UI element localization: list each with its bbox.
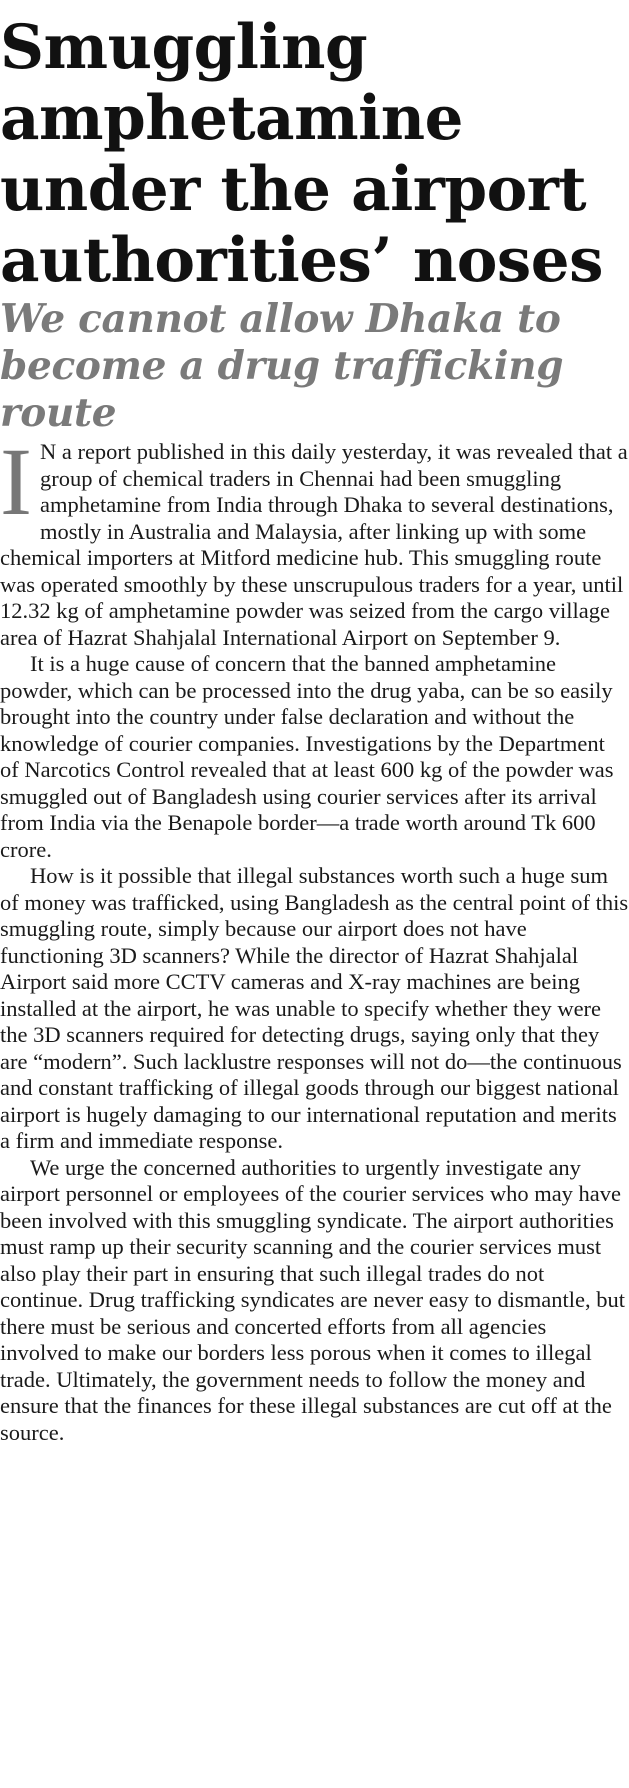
paragraph-2: It is a huge cause of concern that the banned amphetamine powder, which can be processed into the drug yaba, can be so easily brought into the country under false declaration and without the knowledge of courier companies. Investigations by the Department of Narcotics Control revealed that at least 600 kg of the powder was smuggled out of Bangladesh using courier services after its arrival from India via the Benapole border—a trade worth around Tk 600 crore.: [0, 651, 614, 862]
paragraph-3: How is it possible that illegal substances worth such a huge sum of money was trafficked, using Bangladesh as the central point of this smuggling route, simply because our airport does not have functioning 3D scanners? While the director of Hazrat Shahjalal Airport said more CCTV cameras and X-ray machines are being installed at the airport, he was unable to specify whether they were the 3D scanners required for detecting drugs, saying only that they are “modern”. Such lacklustre responses will not do—the continuous and constant trafficking of illegal goods through our biggest national airport is hugely damaging to our international reputation and merits a firm and immediate response.: [0, 863, 629, 1153]
paragraph-1-text: N a report published in this daily yesterday, it was revealed that a group of chemical traders in Chennai had been smuggling amphetamine from India through Dhaka to several destinations, mostly in Australia and Malaysia, after linking up with some chemical importers at Mitford medicine hub. This smuggling route was operated smoothly by these unscrupulous traders for a year, until 12.32 kg of amphetamine powder was seized from the cargo village area of Hazrat Shahjalal International Airport on September 9.: [0, 439, 628, 650]
paragraph-1: [0, 428, 629, 651]
headline: Smuggling amphetamine under the airport authorities’ noses: [0, 12, 603, 296]
drop-cap: I: [0, 428, 32, 535]
subheadline: We cannot allow Dhaka to become a drug trafficking route: [0, 296, 564, 436]
paragraph-4: We urge the concerned authorities to urgently investigate any airport personnel or employees of the courier services who may have been involved with this smuggling syndicate. The airport authorities must ramp up their security scanning and the courier services must also play their part in ensuring that such illegal trades do not continue. Drug trafficking syndicates are never easy to dismantle, but there must be serious and concerted efforts from all agencies involved to make our borders less porous when it comes to illegal trade. Ultimately, the government needs to follow the money and ensure that the finances for these illegal substances are cut off at the source.: [0, 1154, 626, 1445]
article-body: [0, 428, 629, 1446]
